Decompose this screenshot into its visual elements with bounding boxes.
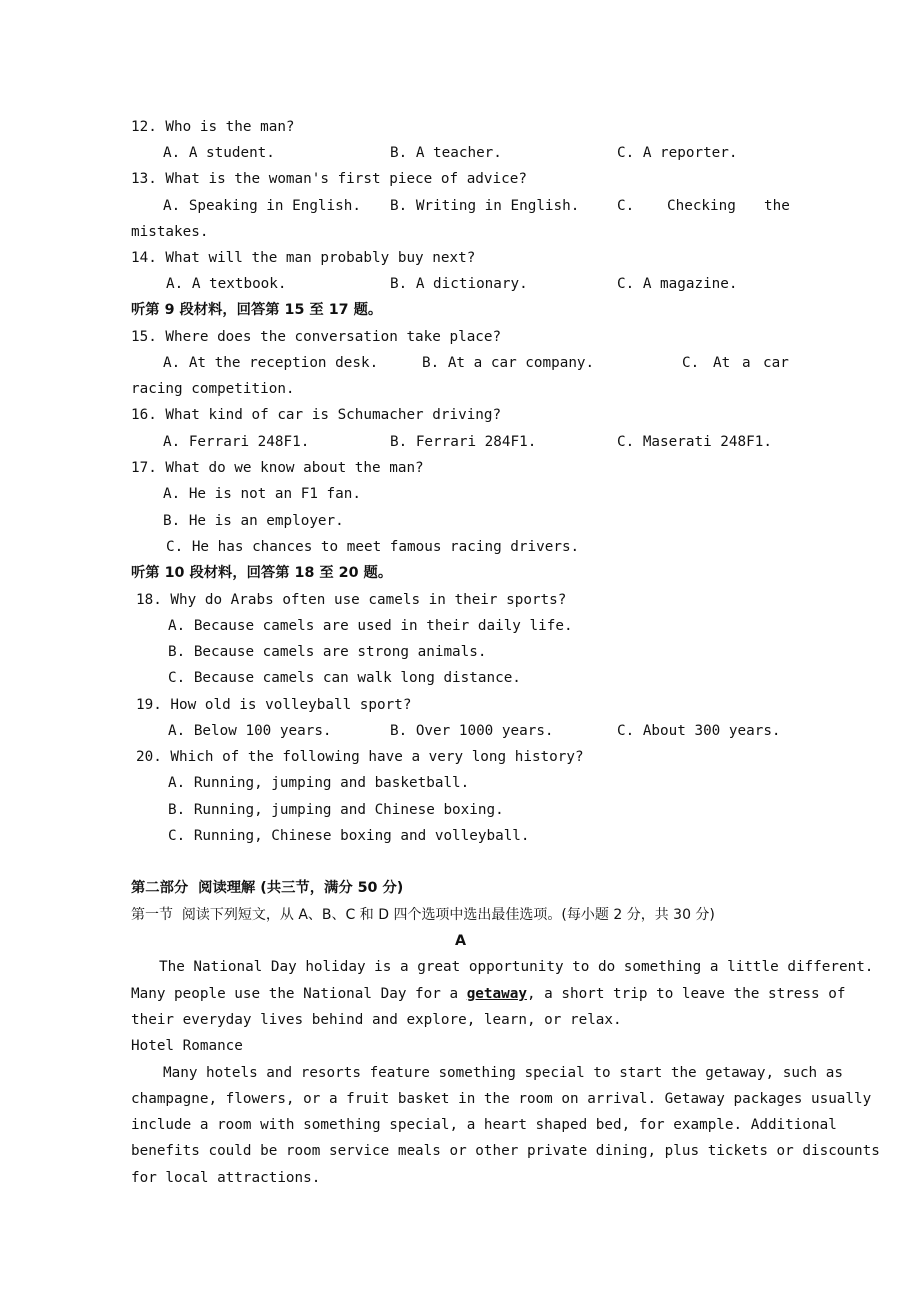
question-16-option-c: C. Maserati 248F1. bbox=[617, 434, 772, 450]
section-1-instruction: 第一节 阅读下列短文，从 A、B、C 和 D 四个选项中选出最佳选项。(每小题 2 分，共 30 分) bbox=[131, 907, 715, 923]
question-12-stem: 12. Who is the man? bbox=[131, 119, 295, 135]
passage-p2-line1: Many hotels and resorts feature something special to start the getaway, such as bbox=[163, 1065, 843, 1081]
question-15-option-c-letter: C. bbox=[682, 355, 700, 371]
question-15-option-a: A. At the reception desk. bbox=[163, 355, 379, 371]
question-15-option-c-word1: At bbox=[713, 355, 731, 371]
passage-p1-line2-pre: Many people use the National Day for a bbox=[131, 986, 467, 1002]
question-16-option-a: A. Ferrari 248F1. bbox=[163, 434, 310, 450]
question-14-stem: 14. What will the man probably buy next? bbox=[131, 250, 476, 266]
section-9-instruction: 听第 9 段材料，回答第 15 至 17 题。 bbox=[131, 302, 383, 318]
part-2-title: 第二部分 阅读理解 (共三节，满分 50 分) bbox=[131, 880, 404, 896]
passage-p2-line3: include a room with something special, a heart shaped bed, for example. Additional bbox=[131, 1117, 837, 1133]
question-18-option-b: B. Because camels are strong animals. bbox=[168, 644, 487, 660]
question-13-option-a: A. Speaking in English. bbox=[163, 198, 361, 214]
question-20-option-c: C. Running, Chinese boxing and volleyball. bbox=[168, 828, 530, 844]
passage-p1-line3: their everyday lives behind and explore, learn, or relax. bbox=[131, 1012, 622, 1028]
question-19-option-a: A. Below 100 years. bbox=[168, 723, 332, 739]
question-19-option-b: B. Over 1000 years. bbox=[390, 723, 554, 739]
question-14-option-c: C. A magazine. bbox=[617, 276, 738, 292]
question-15-option-c-word3: car bbox=[763, 355, 789, 371]
question-16-stem: 16. What kind of car is Schumacher driving? bbox=[131, 407, 502, 423]
question-17-option-c: C. He has chances to meet famous racing drivers. bbox=[166, 539, 580, 555]
question-19-stem: 19. How old is volleyball sport? bbox=[136, 697, 412, 713]
question-12-option-a: A. A student. bbox=[163, 145, 275, 161]
section-10-instruction: 听第 10 段材料，回答第 18 至 20 题。 bbox=[131, 565, 393, 581]
question-13-stem: 13. What is the woman's first piece of advice? bbox=[131, 171, 527, 187]
question-15-stem: 15. Where does the conversation take place? bbox=[131, 329, 502, 345]
passage-p2-line4: benefits could be room service meals or other private dining, plus tickets or discounts bbox=[131, 1143, 880, 1159]
question-19-option-c: C. About 300 years. bbox=[617, 723, 781, 739]
passage-p1-line2-post: , a short trip to leave the stress of bbox=[526, 986, 846, 1002]
question-16-option-b: B. Ferrari 284F1. bbox=[390, 434, 537, 450]
question-17-option-a: A. He is not an F1 fan. bbox=[163, 486, 361, 502]
passage-heading: Hotel Romance bbox=[131, 1038, 243, 1054]
question-18-stem: 18. Why do Arabs often use camels in their sports? bbox=[136, 592, 567, 608]
question-13-option-b: B. Writing in English. bbox=[390, 198, 580, 214]
passage-label: A bbox=[455, 933, 467, 949]
question-15-option-c-word2: a bbox=[742, 355, 751, 371]
question-14-option-a: A. A textbook. bbox=[166, 276, 287, 292]
question-15-option-b: B. At a car company. bbox=[422, 355, 595, 371]
question-13-option-c-letter: C. bbox=[617, 198, 635, 214]
question-18-option-a: A. Because camels are used in their daily life. bbox=[168, 618, 573, 634]
keyword-getaway: getaway bbox=[466, 986, 527, 1002]
passage-p2-line5: for local attractions. bbox=[131, 1170, 321, 1186]
question-20-option-b: B. Running, jumping and Chinese boxing. bbox=[168, 802, 504, 818]
question-20-stem: 20. Which of the following have a very long history? bbox=[136, 749, 584, 765]
question-13-option-c-wrap: mistakes. bbox=[131, 224, 209, 240]
question-14-option-b: B. A dictionary. bbox=[390, 276, 528, 292]
question-12-option-c: C. A reporter. bbox=[617, 145, 738, 161]
question-17-stem: 17. What do we know about the man? bbox=[131, 460, 424, 476]
question-15-option-c-wrap: racing competition. bbox=[131, 381, 295, 397]
question-12-option-b: B. A teacher. bbox=[390, 145, 502, 161]
question-20-option-a: A. Running, jumping and basketball. bbox=[168, 775, 470, 791]
question-17-option-b: B. He is an employer. bbox=[163, 513, 344, 529]
passage-p1-line2 bbox=[131, 985, 845, 1003]
question-13-option-c-word1: Checking bbox=[667, 198, 736, 214]
question-13-option-c-word2: the bbox=[764, 198, 790, 214]
passage-p2-line2: champagne, flowers, or a fruit basket in the room on arrival. Getaway packages usually bbox=[131, 1091, 872, 1107]
passage-p1-line1: The National Day holiday is a great opportunity to do something a little different. bbox=[159, 959, 874, 975]
question-18-option-c: C. Because camels can walk long distance. bbox=[168, 670, 521, 686]
